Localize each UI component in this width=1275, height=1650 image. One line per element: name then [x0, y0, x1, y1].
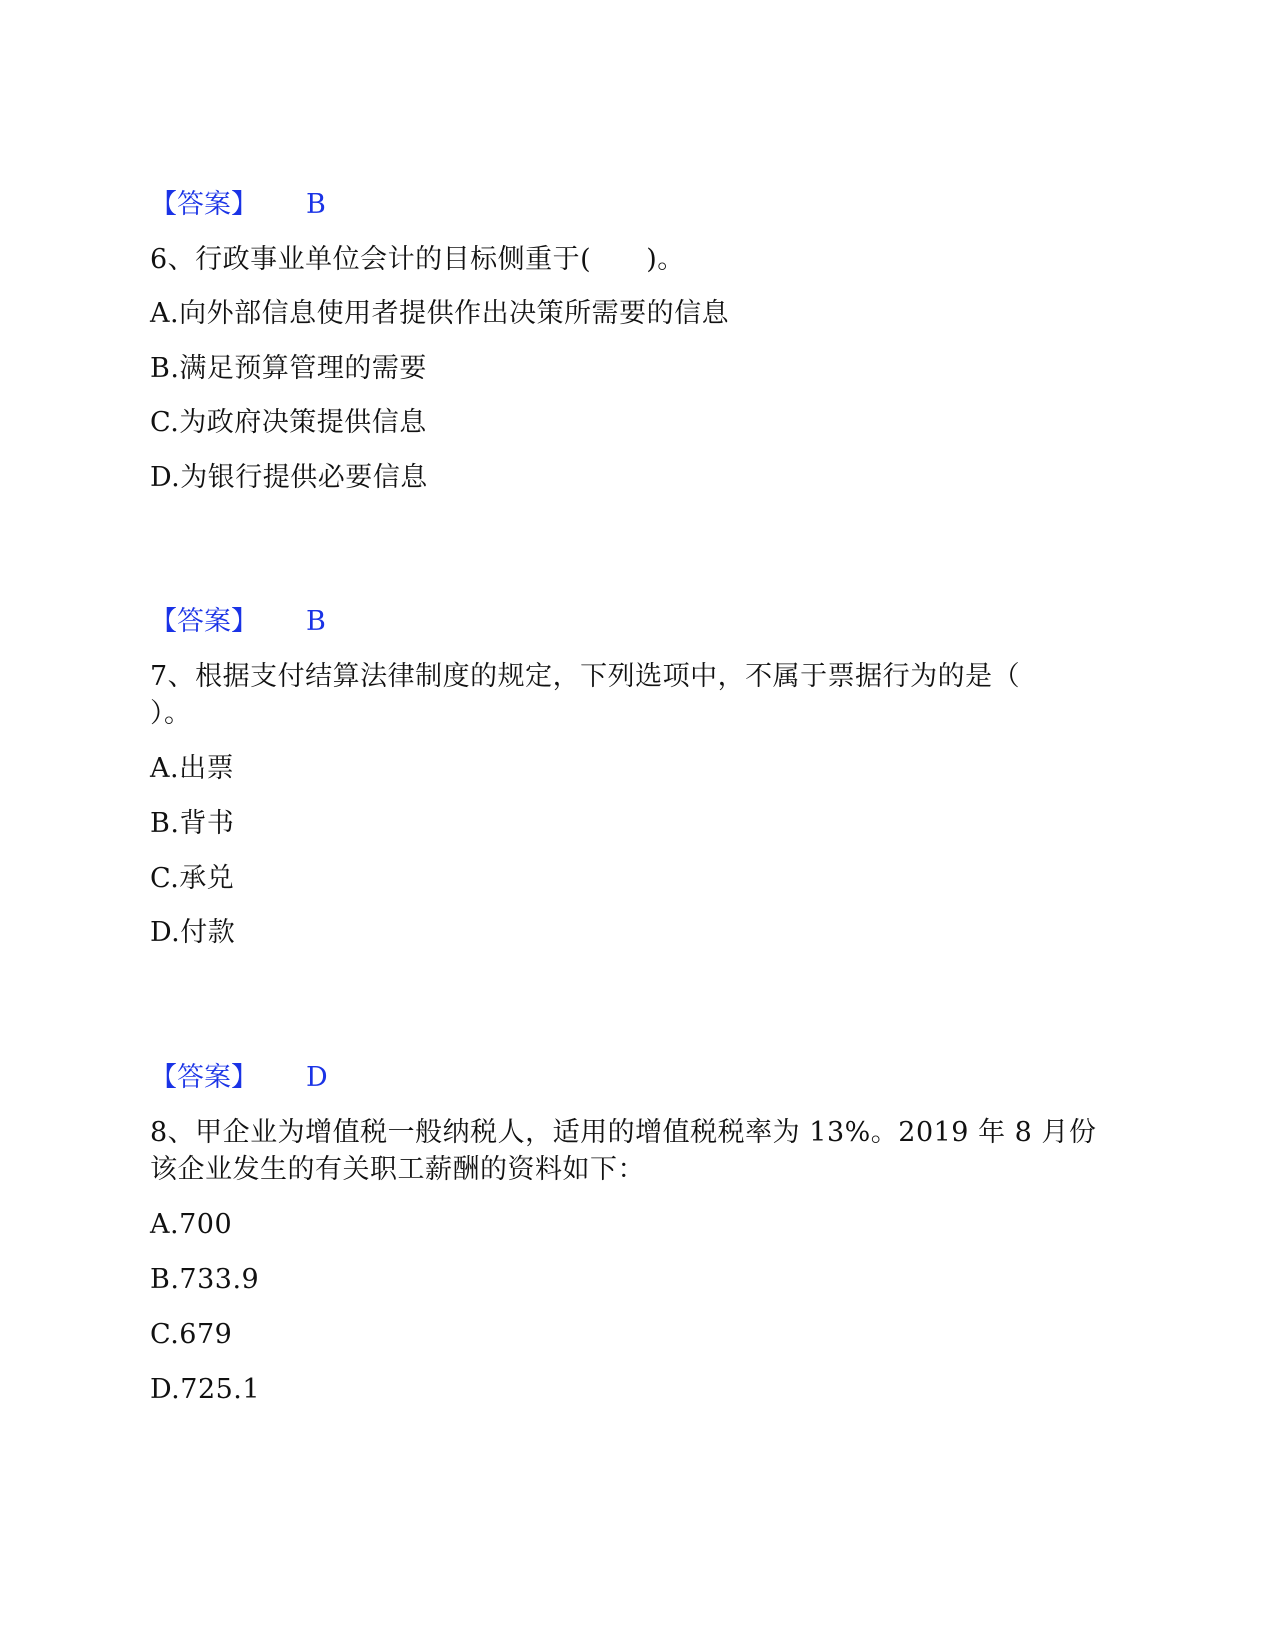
- question-7-option-b: B.背书: [150, 808, 235, 839]
- question-8-option-d: D.725.1: [150, 1374, 261, 1405]
- question-7-option-d: D.付款: [150, 917, 236, 948]
- answer-value: B: [306, 189, 326, 220]
- answer-value: B: [306, 606, 326, 637]
- question-6-option-a: A.向外部信息使用者提供作出决策所需要的信息: [150, 298, 730, 329]
- question-7-text-line-2: ）。: [150, 698, 192, 729]
- answer-value: D: [306, 1062, 328, 1093]
- question-6-option-b: B.满足预算管理的需要: [150, 353, 427, 384]
- question-8-option-c: C.679: [150, 1319, 233, 1350]
- question-8-text-line-1: 8、甲企业为增值税一般纳税人，适用的增值税税率为 13%。2019 年 8 月份: [150, 1117, 1097, 1148]
- question-7-option-c: C.承兑: [150, 863, 235, 894]
- question-6-option-c: C.为政府决策提供信息: [150, 407, 427, 438]
- question-6-option-d: D.为银行提供必要信息: [150, 462, 428, 493]
- question-7-text-line-1: 7、根据支付结算法律制度的规定，下列选项中，不属于票据行为的是（: [150, 661, 1021, 692]
- question-8-option-b: B.733.9: [150, 1264, 260, 1295]
- answer-label: 【答案】: [150, 606, 258, 637]
- answer-label: 【答案】: [150, 1062, 258, 1093]
- question-8-text-line-2: 该企业发生的有关职工薪酬的资料如下：: [150, 1154, 645, 1185]
- question-8-option-a: A.700: [150, 1209, 233, 1240]
- answer-line-7: [150, 1061, 328, 1095]
- answer-label: 【答案】: [150, 189, 258, 220]
- answer-line-5: [150, 188, 326, 222]
- question-7-option-a: A.出票: [150, 753, 235, 784]
- answer-line-6: [150, 605, 326, 639]
- question-6-text: 6、行政事业单位会计的目标侧重于( )。: [150, 244, 685, 275]
